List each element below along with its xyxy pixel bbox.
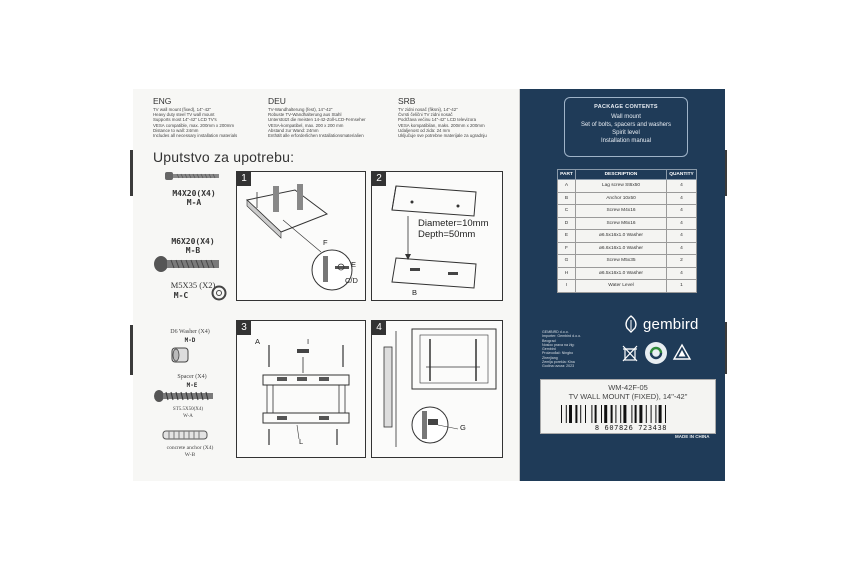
callout-e: E [351,260,357,269]
table-cell: Screw M4x16 [576,205,667,218]
part-mb-code: M-B [185,246,201,255]
importer-line: Zemlja porekla: Kina [542,360,575,365]
lag-screw-icon [153,388,217,404]
table-cell: B [558,192,576,205]
step-number: 2 [372,172,386,186]
instructions-panel [133,89,520,481]
importer-line: GEMBIRD d.o.o. [542,330,569,334]
parts-table [557,169,697,293]
package-item: Installation manual [600,138,652,144]
lang-line: Enthält alle erforderlichen Installationsmaterialien [268,133,364,139]
table-cell: 4 [667,242,697,255]
package-contents-box [564,97,688,157]
barcode-icon [561,405,701,425]
package-contents-title: PACKAGE CONTENTS [594,104,658,110]
specs-panel [520,89,725,481]
lang-line: Abstand zur Wand: 24mm [268,127,319,133]
lang-line: Heavy duty steel TV wall mount [153,112,215,118]
model-name: TV WALL MOUNT (FIXED), 14"-42" [568,392,688,401]
table-cell: 4 [667,267,697,280]
lang-heading-eng: ENG [153,96,172,106]
lang-line: TV zidni nosač (fiksni), 14"-42" [398,107,458,112]
lang-line: VESA kompatibilan, maks. 200mm x 200mm [398,122,485,128]
part-me-size: Spacer (X4) [177,374,207,380]
part-ma-size: M4X20(X4) [172,189,216,198]
lang-line: Includes all necessary installation materials [153,133,238,139]
lang-line: Uključuje sve potrebne materijale za ugradnju [398,133,487,139]
package-item: Wall mount [611,114,641,120]
table-cell: Screw M6x16 [576,217,667,230]
table-cell: Lag screw St6x50 [576,180,667,193]
step-4-diagram [372,321,504,459]
concrete-anchor-icon [161,427,211,443]
callout-i: I [307,337,310,346]
lang-line: Unterstützt die meisten 14-42-Zoll-LCD-Fernseher [268,117,366,123]
table-row [558,192,697,205]
importer-line: Nosioc prava na žig: Gembird [542,342,575,352]
table-cell: ø6.5x16x1.0 Washer [576,267,667,280]
table-cell: H [558,267,576,280]
part-me-code: M-E [186,382,198,389]
table-header: QUANTITY [667,170,697,180]
screw-m6-icon [153,254,223,274]
step-4-panel [371,320,503,458]
part-md-code: M-D [184,337,196,344]
table-row [558,280,697,293]
callout-cd: C/D [345,276,358,285]
brand-name: gembird [643,315,699,333]
importer-line: Importer: Gembird d.o.o. Beograd [542,334,582,343]
part-ma-code: M-A [186,198,202,207]
weee-bin-icon [620,343,640,363]
lang-line: TV-Wandhalterung (fest), 14"-42" [268,107,333,112]
table-cell: 4 [667,192,697,205]
package-item: Spirit level [612,130,640,136]
lang-line: Supports most 14"-42" LCD TV's [153,117,217,123]
ean-number: 8 607826 723438 [594,424,668,432]
callout-a: A [255,337,261,346]
part-mc-code: M-C [173,291,189,300]
table-cell: I [558,280,576,293]
lang-line: VESA-kompatibel, max. 200 x 200 mm [268,122,344,128]
gembird-logo-icon [623,315,639,333]
lang-line: TV wall mount (fixed), 14"-42" [153,107,212,112]
table-cell: Water Level [576,280,667,293]
table-row [558,255,697,268]
brand-logo [623,315,699,333]
table-cell: A [558,180,576,193]
model-label [540,379,716,434]
made-in-label: MADE IN CHINA [675,434,710,439]
step-number: 4 [372,321,386,335]
green-dot-icon [644,341,668,365]
step-3-panel [236,320,366,458]
table-header: DESCRIPTION [576,170,667,180]
table-row [558,180,697,193]
part-w-code: W-A [183,414,193,419]
lang-line: Distance to wall: 24mm [153,127,199,133]
part-wb-size: concrete anchor (X4) [166,445,214,451]
table-cell: Screw M5x35 [576,255,667,268]
part-wb-code: W-B [184,452,196,458]
table-header-row [558,170,697,180]
table-row [558,242,697,255]
step-number: 3 [237,321,251,335]
part-mb-size: M6X20(X4) [171,237,215,246]
recycle-icon [672,343,692,363]
importer-line: Godina uvoza: 2023 [542,364,575,369]
lang-line: Podržava većinu 14"-42" LCD televizora [398,117,477,123]
table-cell: F [558,242,576,255]
product-box [133,89,725,481]
lang-line: Robuste TV-Wandhalterung aus Stahl [268,112,342,118]
table-cell: D [558,217,576,230]
table-cell: 4 [667,205,697,218]
table-row [558,230,697,243]
table-header: PART [558,170,576,180]
lang-block-eng [153,97,271,138]
table-cell: G [558,255,576,268]
table-cell: ø6.5x16x1.0 Washer [576,230,667,243]
package-item: Set of bolts, spacers and washers [580,122,672,128]
lang-heading-deu: DEU [268,96,286,106]
importer-line: Proizvođač: Ningbo Zhenjiang [542,351,574,360]
drill-diameter [418,218,488,240]
lang-block-deu [268,97,396,138]
table-cell: 4 [667,217,697,230]
table-cell: 4 [667,180,697,193]
lang-line: Čvrsti čelični TV zidni nosač [398,112,453,118]
lang-line: Udaljenost od zida: 24 mm [398,127,450,133]
table-cell: 4 [667,230,697,243]
lang-heading-srb: SRB [398,96,416,106]
table-cell: 1 [667,280,697,293]
step-2-panel [371,171,503,301]
part-md-size: D6 Washer (X4) [170,329,210,335]
depth-text: Depth=50mm [418,229,476,240]
screw-m4-icon [163,167,223,185]
callout-b: B [412,288,418,297]
washer-icon [211,285,227,301]
callout-g: G [460,423,466,432]
instructions-title: Uputstvo za upotrebu: [153,149,295,165]
table-row [558,205,697,218]
lang-line: VESA compatible, max. 200mm x 200mm [153,122,235,128]
callout-l: L [299,437,304,446]
callout-f: F [323,238,328,247]
table-cell: C [558,205,576,218]
spacer-icon [169,345,191,365]
table-cell: ø6.6x16x1.0 Washer [576,242,667,255]
lang-block-srb [398,97,518,138]
table-row [558,267,697,280]
table-cell: Anchor 10x50 [576,192,667,205]
diameter-text: Diameter=10mm [418,218,489,229]
table-row [558,217,697,230]
step-1-panel [236,171,366,301]
step-number: 1 [237,172,251,186]
table-cell: E [558,230,576,243]
part-mc-size: M5X35 (X2) [170,280,216,290]
part-w-size: ST5.5X50(X4) [172,407,204,412]
importer-info [542,330,588,369]
table-cell: 2 [667,255,697,268]
model-code: WM-42F-05 [608,383,648,392]
